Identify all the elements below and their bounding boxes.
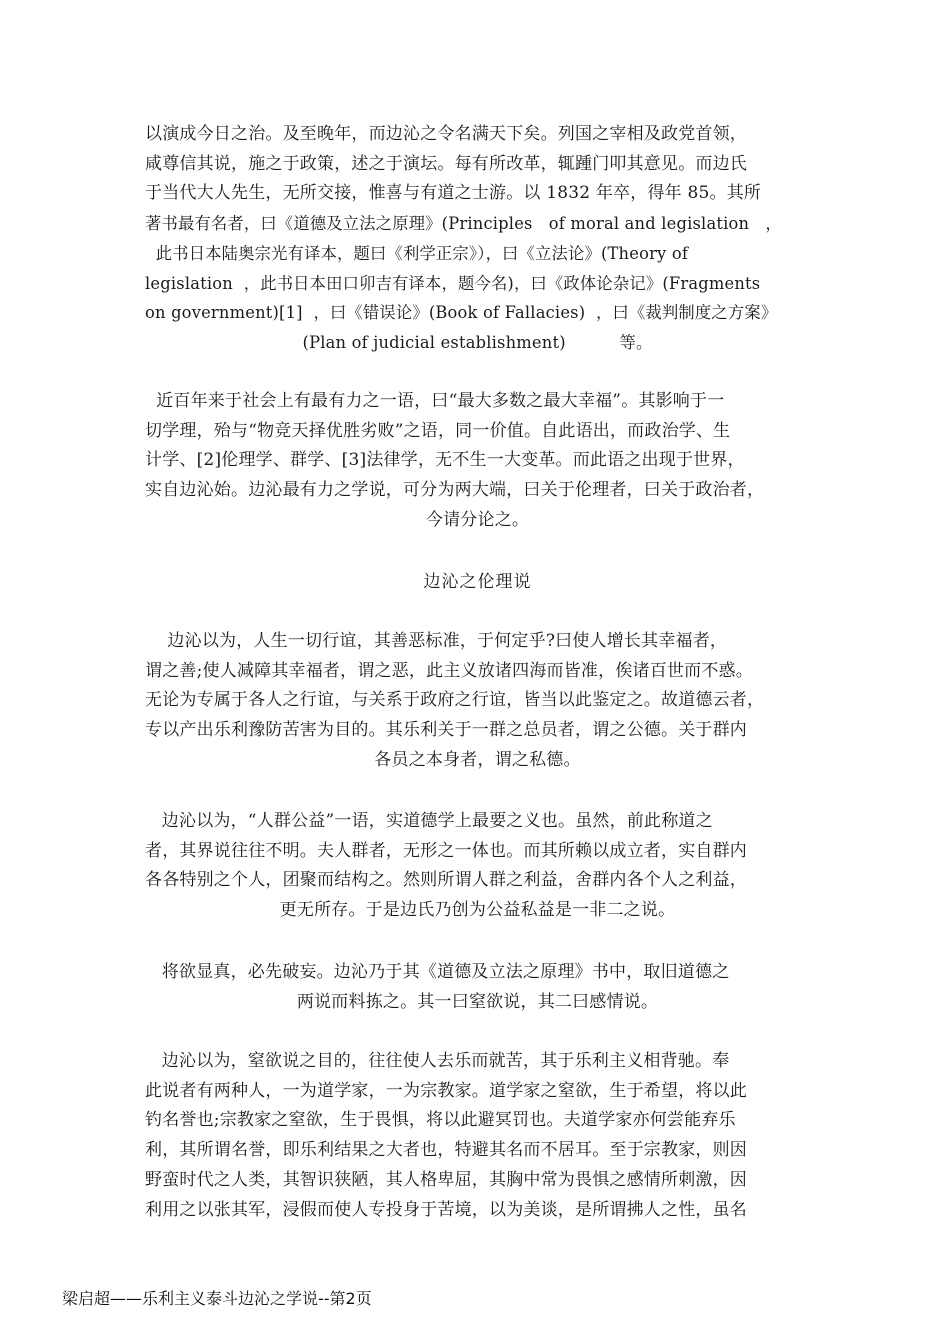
text-line: 各各特别之个人，团聚而结构之。然则所谓人群之利益，舍群内各个人之利益， [145, 870, 747, 891]
text-line: 边沁以为，窒欲说之目的，往往使人去乐而就苦，其于乐利主义相背驰。奉 [145, 1051, 730, 1071]
text-line: 无论为专属于各人之行谊，与关系于政府之行谊，皆当以此鉴定之。故道德云者， [145, 690, 765, 711]
text-line: 此说者有两种人，一为道学家，一为宗教家。道学家之窒欲，生于希望，将以此 [145, 1080, 747, 1101]
text-line: 边沁以为，“人群公益”一语，实道德学上最要之义也。虽然，前此称道之 [145, 811, 713, 831]
text-line: 利，其所谓名誉，即乐利结果之大者也，特避其名而不居耳。至于宗教家，则因 [145, 1140, 747, 1161]
text-line: 者，其界说往往不明。夫人群者，无形之一体也。而其所赖以成立者，实自群内 [145, 840, 747, 861]
text-line: 边沁以为，人生一切行谊，其善恶标准，于何定乎?曰使人增长其幸福者， [145, 631, 728, 651]
text-line: 两说而料拣之。其一曰窒欲说，其二曰感情说。 [296, 991, 659, 1012]
text-line: 利用之以张其军，浸假而使人专投身于苦境，以为美谈，是所谓拂人之性，虽名 [145, 1199, 747, 1220]
section-heading: 边沁之伦理说 [423, 572, 532, 592]
text-line: on government)[1] ，曰《错误论》(Book of Fallacies) ，曰《裁判制度之方案》 [145, 303, 778, 323]
text-line: 咸尊信其说，施之于政策，述之于演坛。每有所改革，辄踵门叩其意见。而边氏 [145, 153, 747, 174]
paragraph-ethics-standard [145, 627, 810, 776]
text-line: (Plan of judicial establishment) 等。 [302, 332, 653, 352]
paragraph-bentham-biography [145, 120, 810, 358]
text-line: 实自边沁始。边沁最有力之学说，可分为两大端，曰关于伦理者，曰关于政治者， [145, 480, 765, 501]
text-line: 今请分论之。 [425, 509, 530, 530]
text-line: 以演成今日之治。及至晚年，而边沁之令名满天下矣。列国之宰相及政党首领， [145, 124, 747, 144]
text-line: 切学理，殆与“物竞天择优胜劣败”之语，同一价值。自此语出，而政治学、生 [145, 420, 731, 441]
text-line: 野蛮时代之人类，其智识狭陋，其人格卑屈，其胸中常为畏惧之感情所刺激，因 [145, 1169, 747, 1190]
text-line: 谓之善;使人减障其幸福者，谓之恶，此主义放诸四海而皆准，俟诸百世而不惑。 [145, 660, 753, 681]
paragraph-asceticism [145, 1047, 810, 1225]
text-line: 近百年来于社会上有最有力之一语，曰“最大多数之最大幸福”。其影响于一 [145, 391, 725, 411]
text-line: 计学、[2]伦理学、群学、[3]法律学，无不生一大变革。而此语之出现于世界， [145, 450, 745, 471]
paragraph-refute-theories [145, 958, 810, 1017]
page-footer: 梁启超——乐利主义泰斗边沁之学说--第2页 [62, 1289, 372, 1308]
text-line: 专以产出乐利豫防苦害为目的。其乐利关于一群之总员者，谓之公德。关于群内 [145, 720, 747, 741]
text-line: 各员之本身者，谓之私德。 [374, 749, 581, 770]
text-line: 著书最有名者，曰《道德及立法之原理》(Principles of moral and legislation ， [145, 214, 782, 234]
text-line: legislation ，此书日本田口卯吉有译本，题今名)，曰《政体论杂记》(Fragments [145, 273, 761, 293]
text-line: 钓名誉也;宗教家之窒欲，生于畏惧，将以此避冥罚也。夫道学家亦何尝能弃乐 [145, 1110, 736, 1131]
paragraph-public-interest [145, 807, 810, 926]
text-line: 此书日本陆奥宗光有译本，题曰《利学正宗》），曰《立法论》(Theory of [145, 243, 689, 263]
paragraph-greatest-happiness [145, 387, 810, 536]
text-line: 更无所存。于是边氏乃创为公益私益是一非二之说。 [279, 900, 676, 921]
text-line: 将欲显真，必先破妄。边沁乃于其《道德及立法之原理》书中，取旧道德之 [145, 962, 730, 982]
text-line: 于当代大人先生，无所交接，惟喜与有道之士游。以 1832 年卒，得年 85。其所 [145, 183, 762, 204]
